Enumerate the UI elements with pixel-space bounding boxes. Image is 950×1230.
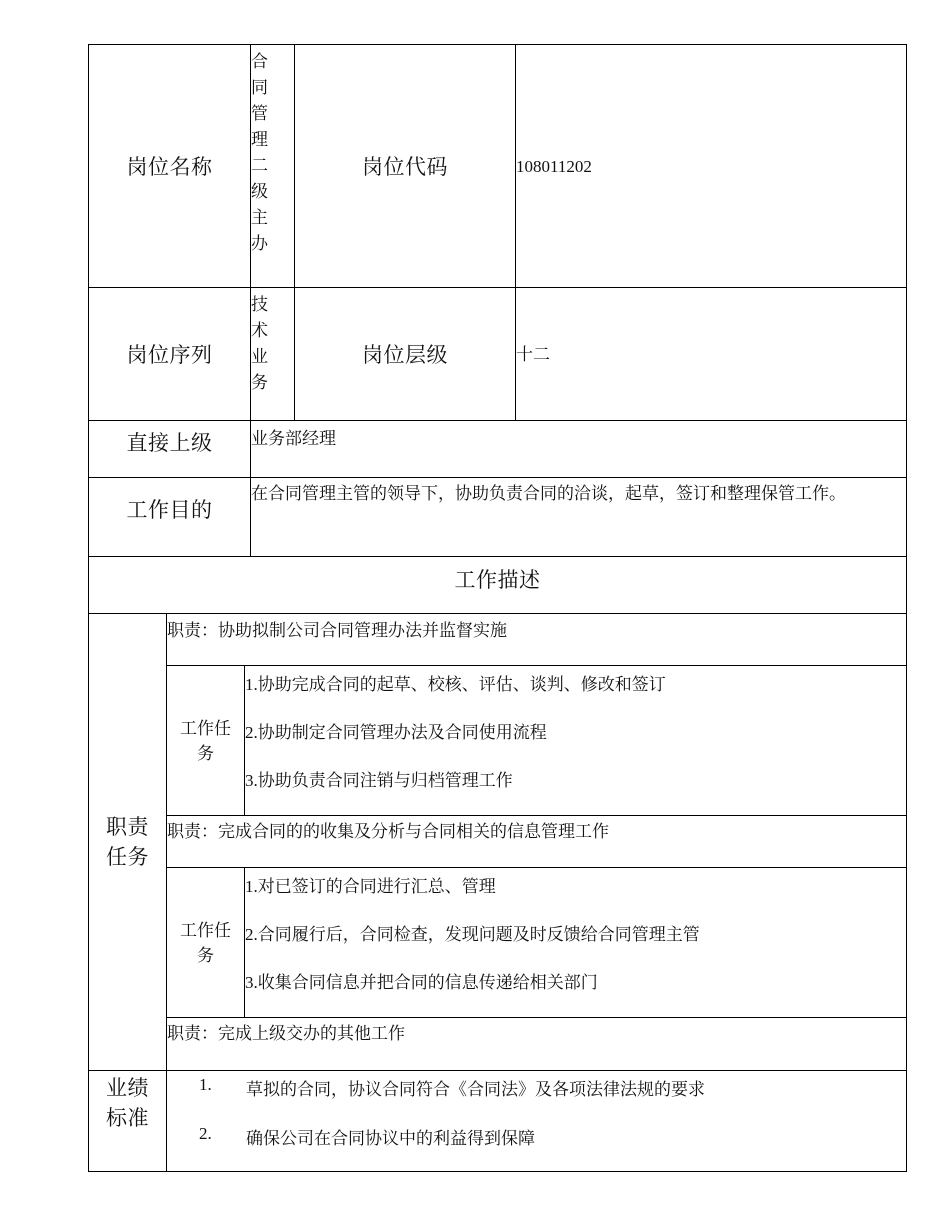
duty-2-task-1: 1.对已签订的合同进行汇总、管理 xyxy=(245,877,496,896)
duty-2-task-3: 3.收集合同信息并把合同的信息传递给相关部门 xyxy=(245,973,598,992)
duty-1-tasks-label: 工作任务 xyxy=(167,666,245,816)
post-level-value-cell xyxy=(516,288,906,421)
duty-2-tasks-label: 工作任务 xyxy=(167,868,245,1018)
post-series-label: 岗位序列 xyxy=(89,288,251,421)
post-name-value: 合同管理二级主办 xyxy=(251,52,268,253)
post-level-value: 十二 xyxy=(516,344,550,364)
performance-list xyxy=(167,1071,906,1171)
post-series-value: 技术业务 xyxy=(251,295,268,392)
post-code-label: 岗位代码 xyxy=(295,45,516,288)
superior-value: 业务部经理 xyxy=(251,421,906,478)
duty-3-title: 职责：完成上级交办的其他工作 xyxy=(167,1018,906,1071)
duty-2-task-2: 2.合同履行后，合同检查，发现问题及时反馈给合同管理主管 xyxy=(245,925,700,944)
duty-2-title: 职责：完成合同的的收集及分析与合同相关的信息管理工作 xyxy=(167,816,906,868)
post-code-value: 108011202 xyxy=(516,156,592,176)
post-name-label: 岗位名称 xyxy=(89,45,251,288)
post-series-value-cell xyxy=(251,288,295,421)
performance-item-1-num: 1. xyxy=(199,1075,212,1094)
duty-1-task-3: 3.协助负责合同注销与归档管理工作 xyxy=(245,771,513,790)
purpose-value: 在合同管理主管的领导下，协助负责合同的洽谈，起草，签订和整理保管工作。 xyxy=(251,478,906,557)
job-description-table xyxy=(88,44,907,1172)
duty-1-title: 职责：协助拟制公司合同管理办法并监督实施 xyxy=(167,614,906,666)
duties-section-label: 职责任务 xyxy=(89,614,167,1071)
post-code-value-cell xyxy=(516,45,906,288)
purpose-label: 工作目的 xyxy=(89,478,251,557)
duty-1-task-list xyxy=(245,666,906,816)
duty-1-task-1: 1.协助完成合同的起草、校核、评估、谈判、修改和签订 xyxy=(245,675,666,694)
post-name-value-cell xyxy=(251,45,295,288)
performance-item-1-text: 草拟的合同，协议合同符合《合同法》及各项法律法规的要求 xyxy=(246,1080,705,1099)
post-level-label: 岗位层级 xyxy=(295,288,516,421)
duty-2-task-list xyxy=(245,868,906,1018)
duty-1-task-2: 2.协助制定合同管理办法及合同使用流程 xyxy=(245,723,547,742)
performance-item-2-text: 确保公司在合同协议中的利益得到保障 xyxy=(246,1129,535,1148)
performance-item-2-num: 2. xyxy=(199,1124,212,1143)
performance-label: 业绩标准 xyxy=(89,1071,167,1171)
superior-label: 直接上级 xyxy=(89,421,251,478)
work-description-title: 工作描述 xyxy=(89,557,906,614)
